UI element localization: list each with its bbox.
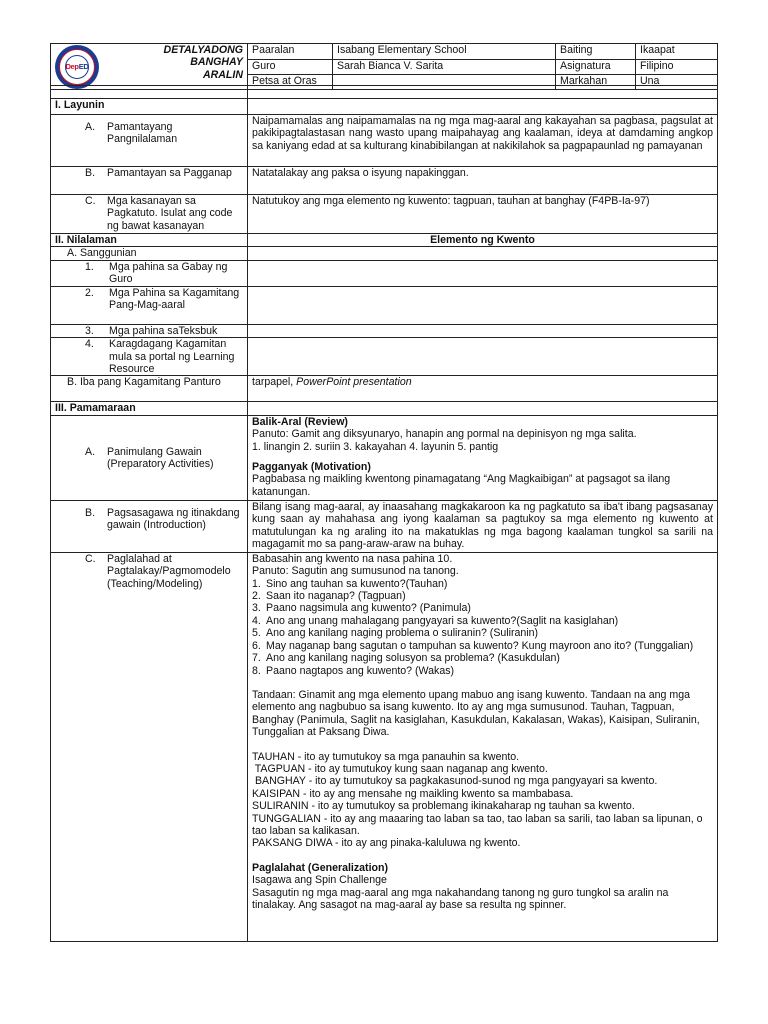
row-karagdagang-kagamitan: 4. Karagdagang Kagamitan mula sa portal ng Learning Resource: [51, 338, 248, 376]
label-school: Paaralan: [248, 44, 333, 60]
list-item: 5. Ano ang kanilang naging problema o suliranin? (Suliranin): [252, 627, 539, 640]
row-pamantayang-pangnilalaman: A. Pamantayang Pangnilalaman: [51, 115, 248, 167]
definition-item: TAGPUAN - ito ay tumutukoy kung saan naganap ang kwento.: [252, 762, 548, 775]
text-pamantayan-sa-pagganap: Natatalakay ang paksa o isyung napakinggan.: [248, 167, 718, 195]
document-title: DETALYADONG BANGHAY ARALIN: [163, 44, 243, 81]
tandaan-note: Tandaan: Ginamit ang mga elemento upang mabuo ang isang kuwento. Tandaan na ang mga elemento ang nagbubuo sa isang kuwento. Ito ay ang mga sumusunod. Tauhan, Tagpuan, Banghay (Panimula, Saglit na kasiglahan, Kasukdulan, Kakalasan, Wakas), Kaisipan, Suliranin, Tunggalian at Paksang Diwa.: [252, 688, 700, 739]
section-layunin: I. Layunin: [51, 99, 248, 115]
definition-item: SULIRANIN - ito ay tumutukoy sa problemang ikinakaharap ng tauhan sa kwento.: [252, 800, 635, 813]
label-subject: Asignatura: [556, 59, 636, 74]
deped-seal-icon: DepED: [55, 45, 99, 89]
definition-item: KAISIPAN - ito ay ang mensahe ng maikling kwento sa mambabasa.: [252, 787, 574, 800]
text-paglalahad: Babasahin ang kwento na nasa pahina 10. Panuto: Sagutin ang sumusunod na tanong. 1. Sino ang tauhan sa kuwento?(Tauhan) 2. Saan ito naganap? (Tagpuan) 3. Paano nagsimula ang kuwento? (Panimula) 4. Ano ang unang mahalagang pangyayari sa kuwento?(Saglit na kasiglahan) 5. Ano ang kanilang naging problema o suliranin? (Suliranin) 6. May naganap bang sagutan o tampuhan sa kuwento? Kung mayroon ano ito? (Tunggalian) 7. Ano ang kanilang naging solusyon sa problema? (Kasukdulan) 8. Paano nagtapos ang kuwento? (Wakas) Tandaan: Ginamit ang mga elemento upang mabuo ang isang kuwento. Tandaan na ang mga elemento ang nagbubuo sa isang kuwento. Ito ay ang mga sumusunod. Tauhan, Tagpuan, Banghay (Panimula, Saglit na kasiglahan, Kasukdulan, Kakalasan, Wakas), Kaisipan, Suliranin, Tunggalian at Paksang Diwa. TAUHAN - ito ay tumutukoy sa mga panauhin sa kwento. TAGPUAN - ito ay tumutukoy kung saan naganap ang kwento. BANGHAY - ito ay tumutukoy sa pagkakasunod-sunod ng mga pangyayari sa kwento. KAISIPAN - ito ay ang mensahe ng maikling kwento sa mambabasa. SULIRANIN - ito ay tumutukoy sa problemang ikinakaharap ng tauhan sa kwento. TUNGGALIAN - ito ay ang maaaring tao laban sa tao, tao laban sa sarili, tao laban sa lipunan, o tao laban sa kalikasan. PAKSANG DIWA - ito ay ang pinaka-kaluluwa ng kwento. Paglalahat (Generalization) Isagawa ang Spin Challenge Sasagutin ng mga mag-aaral ang mga nakahandang tanong ng guro tungkol sa aralin na tinalakay. Ang sasagot na mag-aaral ay base sa resulta ng spinner.: [248, 552, 718, 941]
row-kasanayan-sa-pagkatuto: C. Mga kasanayan sa Pagkatuto. Isulat ang code ng bawat kasanayan: [51, 195, 248, 234]
list-item: 7. Ano ang kanilang naging solusyon sa problema? (Kasukdulan): [252, 652, 560, 665]
definition-item: TAUHAN - ito ay tumutukoy sa mga panauhin sa kwento.: [252, 750, 520, 763]
value-subject: Filipino: [636, 59, 718, 74]
value-grade: Ikaapat: [636, 44, 718, 60]
list-item: 3. Paano nagsimula ang kuwento? (Panimula): [252, 602, 471, 615]
row-sanggunian: A. Sanggunian: [51, 247, 248, 260]
value-quarter: Una: [636, 74, 718, 89]
row-pamantayan-sa-pagganap: B. Pamantayan sa Pagganap: [51, 167, 248, 195]
row-iba-pang-kagamitan: B. Iba pang Kagamitang Panturo: [51, 376, 248, 402]
row-panimulang-gawain: A. Panimulang Gawain (Preparatory Activities): [51, 415, 248, 500]
list-item: 2. Saan ito naganap? (Tagpuan): [252, 590, 406, 603]
header-table: [50, 43, 718, 90]
text-panimulang-gawain: Balik-Aral (Review) Panuto: Gamit ang diksyunaryo, hanapin ang pormal na depinisyon ng mga salita. 1. linangin 2. suriin 3. kakayahan 4. layunin 5. pantig Pagganyak (Motivation) Pagbabasa ng maikling kwentong pinamagatang “Ang Magkaibigan” at pagsagot sa ilang katanungan.: [248, 415, 718, 500]
list-item: 4. Ano ang unang mahalagang pangyayari sa kuwento?(Saglit na kasiglahan): [252, 614, 619, 627]
text-iba-pang-kagamitan: tarpapel, PowerPoint presentation: [248, 376, 718, 402]
row-gabay-ng-guro: 1. Mga pahina sa Gabay ng Guro: [51, 260, 248, 286]
lesson-plan-table: [50, 85, 718, 942]
label-date-time: Petsa at Oras: [248, 74, 333, 89]
question-list: [252, 578, 713, 677]
definition-item: TUNGGALIAN - ito ay ang maaaring tao laban sa tao, tao laban sa sarili, tao laban sa lipunan, o tao laban sa kalikasan.: [252, 812, 703, 837]
text-kasanayan-sa-pagkatuto: Natutukoy ang mga elemento ng kuwento: tagpuan, tauhan at banghay (F4PB-Ia-97): [248, 195, 718, 234]
list-item: 1. Sino ang tauhan sa kuwento?(Tauhan): [252, 577, 448, 590]
text-pagsasagawa: Bilang isang mag-aaral, ay inaasahang magkakaroon ka ng pagkatuto sa iba't ibang pagsasanay kung saan ay mahahasa ang iyong kaalaman sa pagtukoy sa mga elemento ng kuwento at matutulungan ka ng araling ito na makatuklas ng mga bagong kaalaman tungkol sa sarili na magagamit mo sa pang-araw-araw na buhay.: [248, 500, 718, 552]
row-paglalahad: C. Paglalahad at Pagtalakay/Pagmomodelo (Teaching/Modeling): [51, 552, 248, 941]
section-pamamaraan: III. Pamamaraan: [51, 402, 248, 415]
value-teacher: Sarah Bianca V. Sarita: [333, 59, 556, 74]
label-quarter: Markahan: [556, 74, 636, 89]
value-school: Isabang Elementary School: [333, 44, 556, 60]
list-item: 8. Paano nagtapos ang kuwento? (Wakas): [252, 664, 455, 677]
list-item: 6. May naganap bang sagutan o tampuhan sa kuwento? Kung mayroon ano ito? (Tunggalian): [252, 639, 694, 652]
header-title-cell: [51, 44, 248, 90]
motivation-title: Pagganyak (Motivation): [252, 461, 371, 474]
row-kagamitang-pang-mag-aaral: 2. Mga Pahina sa Kagamitang Pang-Mag-aaral: [51, 286, 248, 324]
definition-item: BANGHAY - ito ay tumutukoy sa pagkakasunod-sunod ng mga pangyayari sa kwento.: [252, 775, 658, 788]
generalization-title: Paglalahat (Generalization): [252, 861, 388, 874]
text-pamantayang-pangnilalaman: Naipamamalas ang naipamamalas na ng mga mag-aaral ang kakayahan sa pagbasa, pagsulat at pakikipagtalastasan nang wasto upang maipahayag ang kaalaman, ideya at damdaming angkop sa kaniyang edad at sa kulturang kinabibilangan at nakikilahok sa pagpapaunlad ng pamayanan: [248, 115, 718, 167]
label-teacher: Guro: [248, 59, 333, 74]
label-grade: Baiting: [556, 44, 636, 60]
review-title: Balik-Aral (Review): [252, 415, 348, 428]
section-nilalaman: II. Nilalaman: [51, 234, 248, 247]
definition-item: PAKSANG DIWA - ito ay ang pinaka-kaluluwa ng kwento.: [252, 837, 521, 850]
row-teksbuk: 3. Mga pahina saTeksbuk: [51, 324, 248, 337]
text-nilalaman: Elemento ng Kwento: [248, 234, 718, 247]
row-pagsasagawa: B. Pagsasagawa ng itinakdang gawain (Introduction): [51, 500, 248, 552]
